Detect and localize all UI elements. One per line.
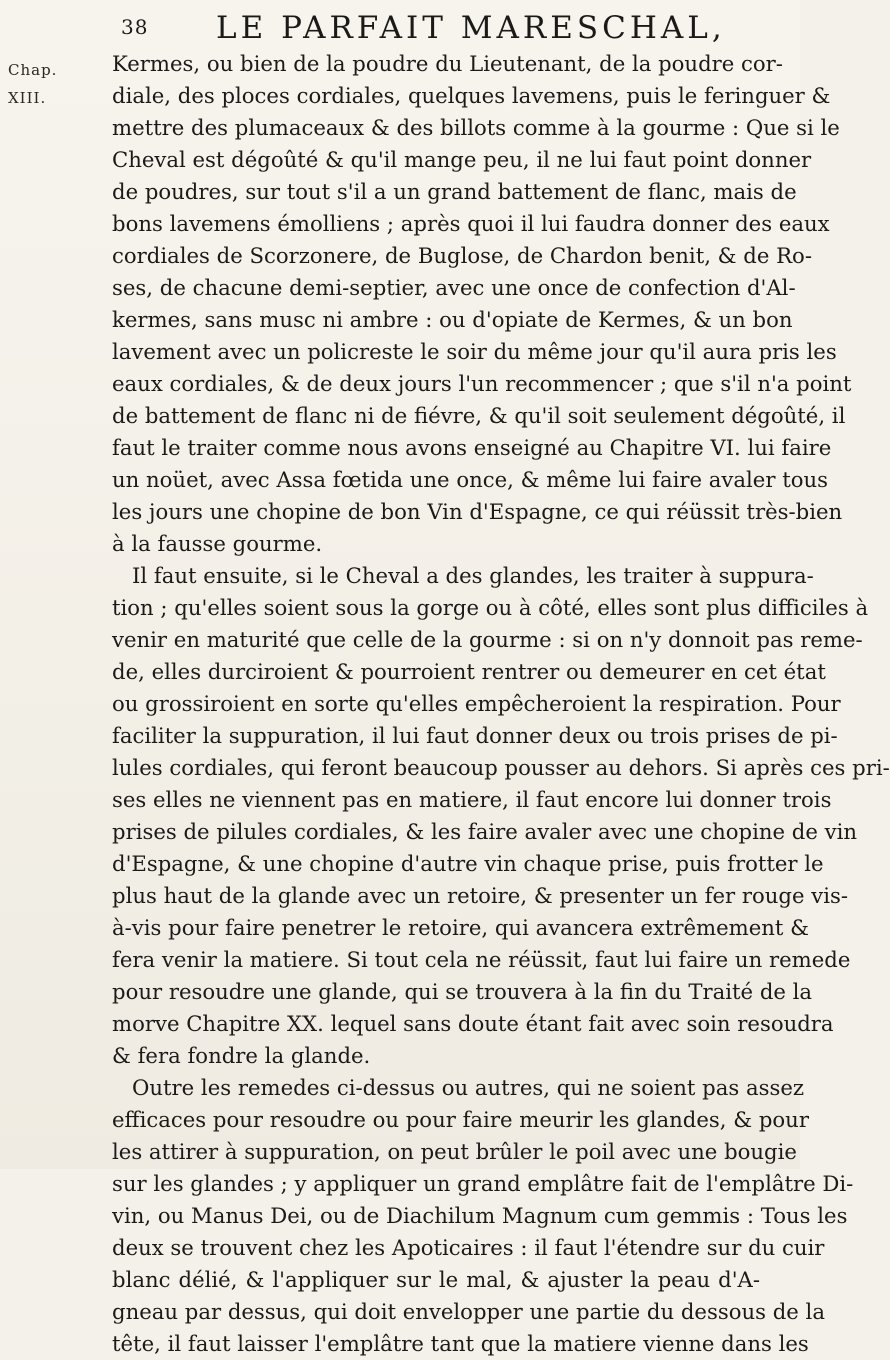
text-line: blanc délié, & l'appliquer sur le mal, & ajuster la peau d'A- bbox=[112, 1267, 760, 1292]
text-line: prises de pilules cordiales, & les faire avaler avec une chopine de vin bbox=[112, 819, 858, 844]
text-line: tête, il faut laisser l'emplâtre tant que la matiere vienne dans les bbox=[112, 1331, 809, 1356]
text-line: gneau par dessus, qui doit envelopper une partie du dessous de la bbox=[112, 1299, 825, 1324]
text-line: deux se trouvent chez les Apoticaires : il faut l'étendre sur du cuir bbox=[112, 1235, 825, 1260]
text-line: cordiales de Scorzonere, de Buglose, de Chardon benit, & de Ro- bbox=[112, 243, 812, 268]
text-line: morve Chapitre XX. lequel sans doute étant fait avec soin resoudra bbox=[112, 1011, 834, 1036]
text-line: les attirer à suppuration, on peut brûler le poil avec une bougie bbox=[112, 1139, 797, 1164]
chapter-label: Chap. bbox=[8, 61, 58, 79]
text-line: lules cordiales, qui feront beaucoup pousser au dehors. Si après ces pri- bbox=[112, 755, 890, 780]
text-line: tion ; qu'elles soient sous la gorge ou à côté, elles sont plus difficiles à bbox=[112, 595, 869, 620]
page-number: 38 bbox=[121, 15, 149, 39]
text-line: kermes, sans musc ni ambre : ou d'opiate de Kermes, & un bon bbox=[112, 307, 793, 332]
text-line: les jours une chopine de bon Vin d'Espagne, ce qui réüssit très-bien bbox=[112, 499, 843, 524]
text-line: Kermes, ou bien de la poudre du Lieutenant, de la poudre cor- bbox=[112, 51, 783, 76]
text-line: de battement de flanc ni de fiévre, & qu'il soit seulement dégoûté, il bbox=[112, 403, 846, 428]
text-line: venir en maturité que celle de la gourme : si on n'y donnoit pas reme- bbox=[112, 627, 863, 652]
text-line: à-vis pour faire penetrer le retoire, qui avancera extrêmement & bbox=[112, 915, 810, 940]
text-line: faciliter la suppuration, il lui faut donner deux ou trois prises de pi- bbox=[112, 723, 838, 748]
text-line: ses elles ne viennent pas en matiere, il faut encore lui donner trois bbox=[112, 787, 832, 812]
body-text bbox=[112, 48, 890, 1360]
text-line: lavement avec un policreste le soir du même jour qu'il aura pris les bbox=[112, 339, 837, 364]
text-line: de poudres, sur tout s'il a un grand battement de flanc, mais de bbox=[112, 179, 797, 204]
running-title: LE PARFAIT MARESCHAL, bbox=[216, 10, 726, 46]
text-line: Cheval est dégoûté & qu'il mange peu, il ne lui faut point donner bbox=[112, 147, 812, 172]
text-line: à la fausse gourme. bbox=[112, 531, 323, 556]
text-line: un noüet, avec Assa fœtida une once, & même lui faire avaler tous bbox=[112, 467, 828, 492]
text-line: plus haut de la glande avec un retoire, & presenter un fer rouge vis- bbox=[112, 883, 849, 908]
chapter-number: XIII. bbox=[8, 89, 47, 107]
text-line: pour resoudre une glande, qui se trouvera à la fin du Traité de la bbox=[112, 979, 813, 1004]
text-line: de, elles durciroient & pourroient rentrer ou demeurer en cet état bbox=[112, 659, 826, 684]
text-line: & fera fondre la glande. bbox=[112, 1043, 371, 1068]
text-line: faut le traiter comme nous avons enseigné au Chapitre VI. lui faire bbox=[112, 435, 832, 460]
text-line: eaux cordiales, & de deux jours l'un recommencer ; que s'il n'a point bbox=[112, 371, 852, 396]
text-line: ou grossiroient en sorte qu'elles empêcheroient la respiration. Pour bbox=[112, 691, 841, 716]
text-line: fera venir la matiere. Si tout cela ne réüssit, faut lui faire un remede bbox=[112, 947, 851, 972]
text-line: vin, ou Manus Dei, ou de Diachilum Magnum cum gemmis : Tous les bbox=[112, 1203, 848, 1228]
text-line: Il faut ensuite, si le Cheval a des glandes, les traiter à suppura- bbox=[132, 563, 814, 588]
text-line: bons lavemens émolliens ; après quoi il lui faudra donner des eaux bbox=[112, 211, 830, 236]
text-line: mettre des plumaceaux & des billots comme à la gourme : Que si le bbox=[112, 115, 840, 140]
text-line: efficaces pour resoudre ou pour faire meurir les glandes, & pour bbox=[112, 1107, 809, 1132]
text-line: diale, des ploces cordiales, quelques lavemens, puis le feringuer & bbox=[112, 83, 831, 108]
text-line: Outre les remedes ci-dessus ou autres, qui ne soient pas assez bbox=[132, 1075, 805, 1100]
chapter-margin-note bbox=[8, 56, 57, 112]
text-line: d'Espagne, & une chopine d'autre vin chaque prise, puis frotter le bbox=[112, 851, 824, 876]
text-line: ses, de chacune demi-septier, avec une once de confection d'Al- bbox=[112, 275, 796, 300]
text-line: sur les glandes ; y appliquer un grand emplâtre fait de l'emplâtre Di- bbox=[112, 1171, 854, 1196]
